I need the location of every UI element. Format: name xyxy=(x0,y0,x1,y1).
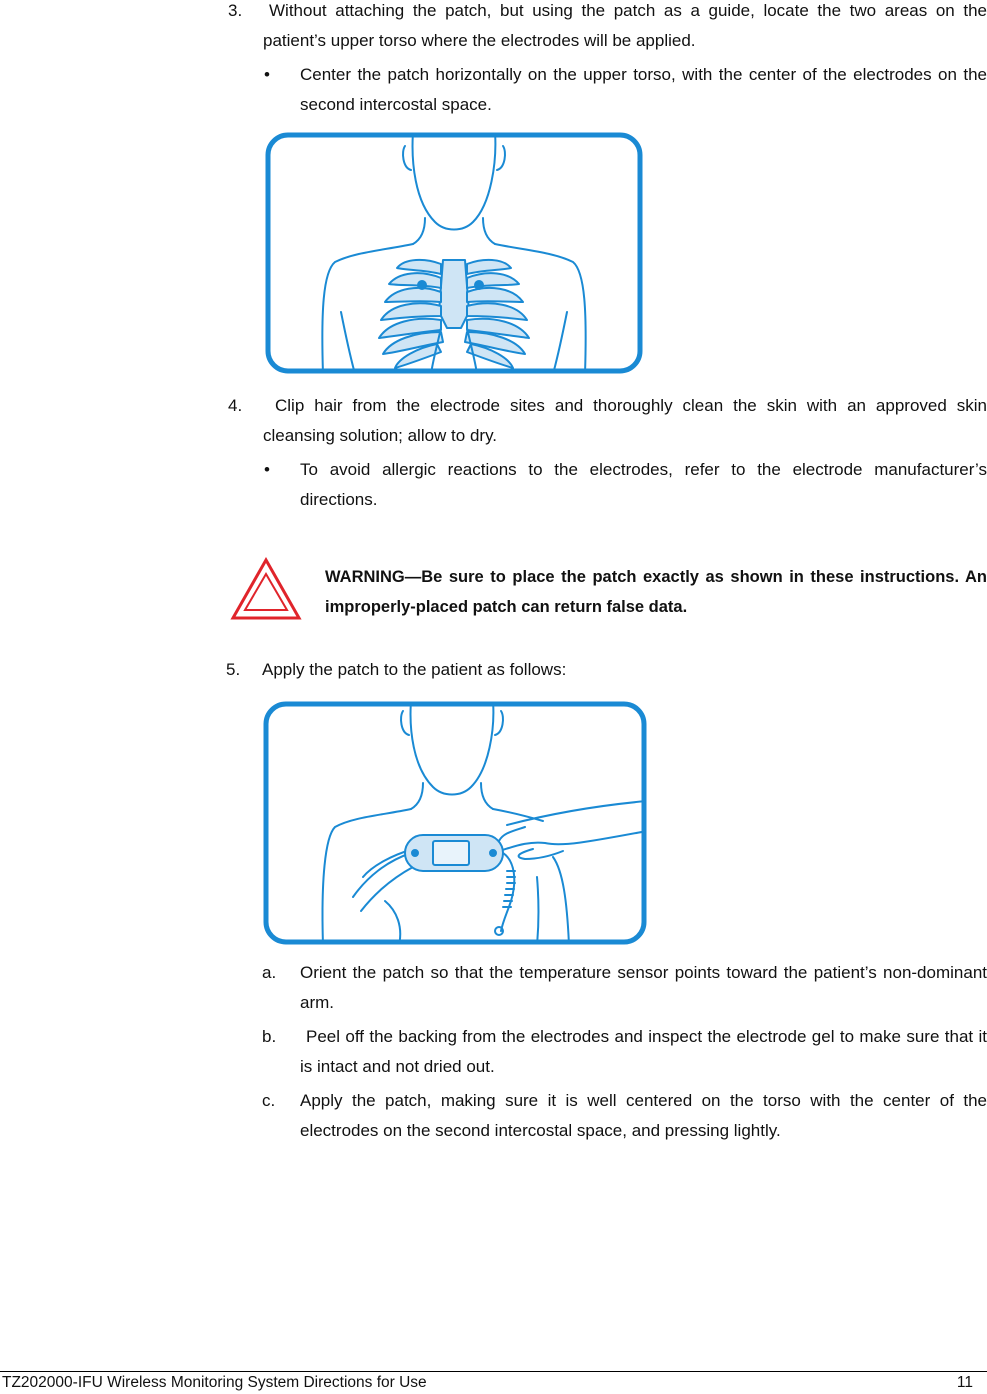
step-5-number: 5. xyxy=(226,660,241,679)
figure-torso-electrode-sites xyxy=(265,132,643,374)
step-4-bullet-text: To avoid allergic reactions to the electrodes, refer to the electrode manufacturer’s directions. xyxy=(300,460,987,509)
warning-text: WARNING—Be sure to place the patch exactly as shown in these instructions. An improperly-placed patch can return false data. xyxy=(325,568,987,616)
substep-a-label: a. xyxy=(262,963,277,982)
figure-patch-application xyxy=(263,701,647,945)
torso-ribcage-icon xyxy=(265,132,643,374)
substep-c-text: Apply the patch, making sure it is well centered on the torso with the center of the electrodes on the second intercostal space, and pressing lightly. xyxy=(300,1091,987,1140)
substep-b-text: Peel off the backing from the electrodes and inspect the electrode gel to make sure that it is intact and not dried out. xyxy=(300,1027,987,1076)
substep-b-label: b. xyxy=(262,1027,277,1046)
footer-page-number: 11 xyxy=(956,1374,973,1391)
step-4-text: Clip hair from the electrode sites and thoroughly clean the skin with an approved skin cleansing solution; allow to dry. xyxy=(263,396,987,445)
substep-c-label: c. xyxy=(262,1091,276,1110)
step-3-bullet: • xyxy=(264,65,270,84)
step-3-number: 3. xyxy=(228,1,243,20)
step-3-text: Without attaching the patch, but using the patch as a guide, locate the two areas on the patient’s upper torso where the electrodes will be applied. xyxy=(263,1,987,50)
step-4-number: 4. xyxy=(228,396,243,415)
step-4-bullet: • xyxy=(264,460,270,479)
torso-patch-icon xyxy=(263,701,647,945)
step-5-text: Apply the patch to the patient as follows: xyxy=(262,660,567,679)
step-3-bullet-text: Center the patch horizontally on the upper torso, with the center of the electrodes on the second intercostal space. xyxy=(300,65,987,114)
footer-divider xyxy=(0,1371,987,1372)
footer-document-title: TZ202000-IFU Wireless Monitoring System Directions for Use xyxy=(2,1374,427,1391)
substep-a-text: Orient the patch so that the temperature sensor points toward the patient’s non-dominant arm. xyxy=(300,963,987,1012)
warning-triangle-icon xyxy=(230,557,302,621)
